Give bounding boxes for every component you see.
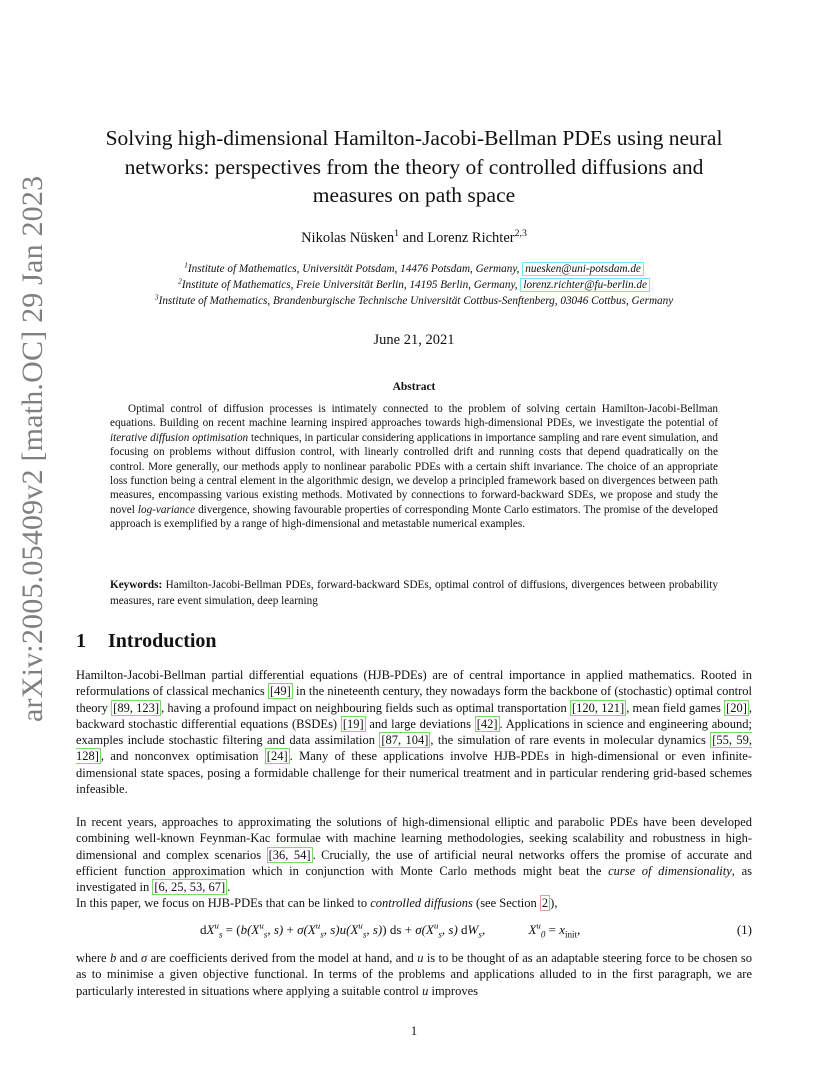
- body-text: and large deviations: [365, 716, 475, 731]
- body-text: , having a profound impact on neighbouring fields such as optimal transportation: [161, 700, 571, 715]
- abstract-body: [110, 402, 718, 532]
- section-number: 1: [76, 630, 86, 652]
- abstract-text: divergence, showing favourable properties of corresponding Monte Carlo estimators. The promise of the developed approach is exemplified by a range of high-dimensional and metastable numerical examples.: [110, 503, 718, 531]
- citation-link[interactable]: [24]: [266, 749, 288, 764]
- affiliation-line: [70, 293, 758, 309]
- abstract-text: techniques, in particular considering applications in importance sampling and rare event simulation, and focusing on problems without diffusion control, with linearly controlled drift and running costs that depend quadratically on the control. More generally, our methods apply to nonlinear parabolic PDEs with a certain shift invariance. The choice of an appropriate loss function being a central element in the algorithmic design, we develop a principled framework based on divergences between path measures, encompassing various existing methods. Motivated by connections to forward-backward SDEs, we propose and study the novel: [110, 431, 718, 516]
- author-list: [100, 230, 728, 247]
- body-text: .: [227, 880, 231, 895]
- body-text: improves: [428, 983, 478, 998]
- abstract-emphasis: log-variance: [137, 503, 196, 516]
- email-link[interactable]: lorenz.richter@fu-berlin.de: [520, 278, 650, 292]
- affil-mark: 1: [184, 260, 188, 270]
- body-text: where: [76, 951, 110, 965]
- arxiv-identifier: arXiv:2005.05409v2 [math.OC] 29 Jan 2023: [16, 175, 49, 722]
- math-symbol: σ: [141, 951, 148, 965]
- section-heading: [76, 630, 217, 653]
- affil-mark: 2: [178, 276, 182, 286]
- emphasis: controlled diffusions: [370, 896, 473, 910]
- author-affil-mark: 2,3: [514, 228, 527, 240]
- equation-1: [76, 922, 752, 942]
- body-text: Hamilton-Jacobi-Bellman partial differential equations (HJB-PDEs) are of central importance in applied mathematics. Rooted in reformulations of classical mechanics: [76, 668, 752, 699]
- citation-link[interactable]: [120, 121]: [572, 700, 625, 715]
- body-text: (see Section: [472, 896, 540, 910]
- citation-link[interactable]: [49]: [269, 684, 291, 699]
- math-symbol: u: [417, 951, 424, 965]
- affil-text: Institute of Mathematics, Brandenburgische Technische Universität Cottbus-Senftenberg, 03046 Cottbus, Germany: [158, 295, 674, 307]
- affil-text: Institute of Mathematics, Freie Universität Berlin, 14195 Berlin, Germany,: [181, 279, 521, 291]
- body-text: , backward stochastic differential equations (BSDEs): [76, 700, 753, 731]
- keywords: [110, 578, 718, 609]
- intro-paragraph: [76, 895, 752, 911]
- intro-paragraph: [76, 950, 752, 999]
- abstract-emphasis: iterative diffusion optimisation: [110, 431, 249, 444]
- body-text: . Many of these applications involve HJB-PDEs in high-dimensional or even infinite-dimensional state spaces, posing a formidable challenge for their numerical treatment and in particular rendering grid-based schemes infeasible.: [76, 749, 752, 797]
- body-text: , as investigated in: [76, 863, 752, 895]
- affiliation-line: [70, 261, 758, 277]
- affil-text: Institute of Mathematics, Universität Potsdam, 14476 Potsdam, Germany,: [187, 263, 523, 275]
- math-symbol: u: [422, 983, 429, 998]
- equation-body: $dX^u_s = (b(X^u_s$, $s) + \sigma(X^u_s$, $s)u(X^u_s$, s)) ds + $\sigma(X^u_s$, s) $dW_s$, $X^u_0 = x_{init}$,: [200, 920, 581, 940]
- body-text: . Crucially, the use of artificial neural networks offers the promise of accurate and efficient function approximation which in conjunction with Monte Carlo methods might beat the: [76, 847, 753, 878]
- author-affil-mark: 1: [394, 228, 400, 240]
- math-symbol: b: [109, 951, 117, 965]
- citation-link[interactable]: [6, 25, 53, 67]: [154, 880, 226, 895]
- paper-date: June 21, 2021: [373, 332, 455, 348]
- keywords-text: Hamilton-Jacobi-Bellman PDEs, forward-backward SDEs, optimal control of diffusions, divergences between probability measures, rare event simulation, deep learning: [110, 579, 718, 607]
- abstract-heading: Abstract: [392, 381, 436, 393]
- citation-link[interactable]: [87, 104]: [381, 733, 429, 748]
- intro-paragraph: [76, 814, 752, 895]
- author-name: Nikolas Nüsken: [301, 230, 395, 246]
- body-text: In this paper, we focus on HJB-PDEs that can be linked to: [76, 896, 371, 910]
- body-text: , and nonconvex optimisation: [100, 749, 265, 764]
- email-link[interactable]: nuesken@uni-potsdam.de: [522, 262, 644, 276]
- body-text: and: [116, 951, 142, 965]
- citation-link[interactable]: [89, 123]: [113, 700, 160, 715]
- citation-link[interactable]: [42]: [476, 716, 498, 731]
- affil-mark: 3: [154, 292, 159, 302]
- body-text: ),: [550, 896, 558, 910]
- body-text: , mean field games: [626, 700, 725, 715]
- affiliation-line: [70, 277, 758, 293]
- author-conjunction: and: [399, 230, 428, 246]
- body-text: In recent years, approaches to approximating the solutions of high-dimensional elliptic and parabolic PDEs have been developed combining well-known Feynman-Kac formulae with machine learning methodologies, seeking scalability and robustness in high-dimensional and complex scenarios: [76, 815, 752, 862]
- section-title: Introduction: [108, 630, 217, 652]
- intro-paragraph: [76, 667, 752, 797]
- body-text: . Applications in science and engineering abound; examples include stochastic filtering and data assimilation: [76, 716, 752, 748]
- body-text: , the simulation of rare events in molecular dynamics: [430, 733, 711, 748]
- affiliations: [70, 261, 758, 309]
- body-text: in the nineteenth century, they nowadays form the backbone of (stochastic) optimal control theory: [76, 684, 752, 715]
- body-text: are coefficients derived from the model at hand, and: [147, 951, 418, 965]
- emphasis: curse of dimensionality: [608, 863, 732, 878]
- citation-link[interactable]: [19]: [342, 716, 364, 731]
- section-ref-link[interactable]: 2: [541, 896, 549, 910]
- paper-title: Solving high-dimensional Hamilton-Jacobi-Bellman PDEs using neural networks: perspectives from the theory of controlled diffusions and measures on path space: [105, 126, 723, 207]
- author-name: Lorenz Richter: [427, 230, 515, 246]
- citation-link[interactable]: [20]: [726, 700, 747, 715]
- body-text: is to be thought of as an adaptable steering force to be chosen so as to minimise a given objective functional. In terms of the problems and applications alluded to in the first paragraph, we are particularly interested in situations where applying a suitable control: [76, 951, 753, 998]
- abstract-text: Optimal control of diffusion processes is intimately connected to the problem of solving certain Hamilton-Jacobi-Bellman equations. Building on recent machine learning inspired approaches towards high-dimensional PDEs, we investigate the potential of: [110, 403, 718, 430]
- page-number: 1: [410, 1024, 418, 1038]
- citation-link[interactable]: [36, 54]: [268, 847, 311, 862]
- keywords-label: Keywords:: [110, 579, 163, 591]
- equation-number: (1): [736, 922, 752, 937]
- citation-link[interactable]: [55, 59, 128]: [76, 733, 752, 764]
